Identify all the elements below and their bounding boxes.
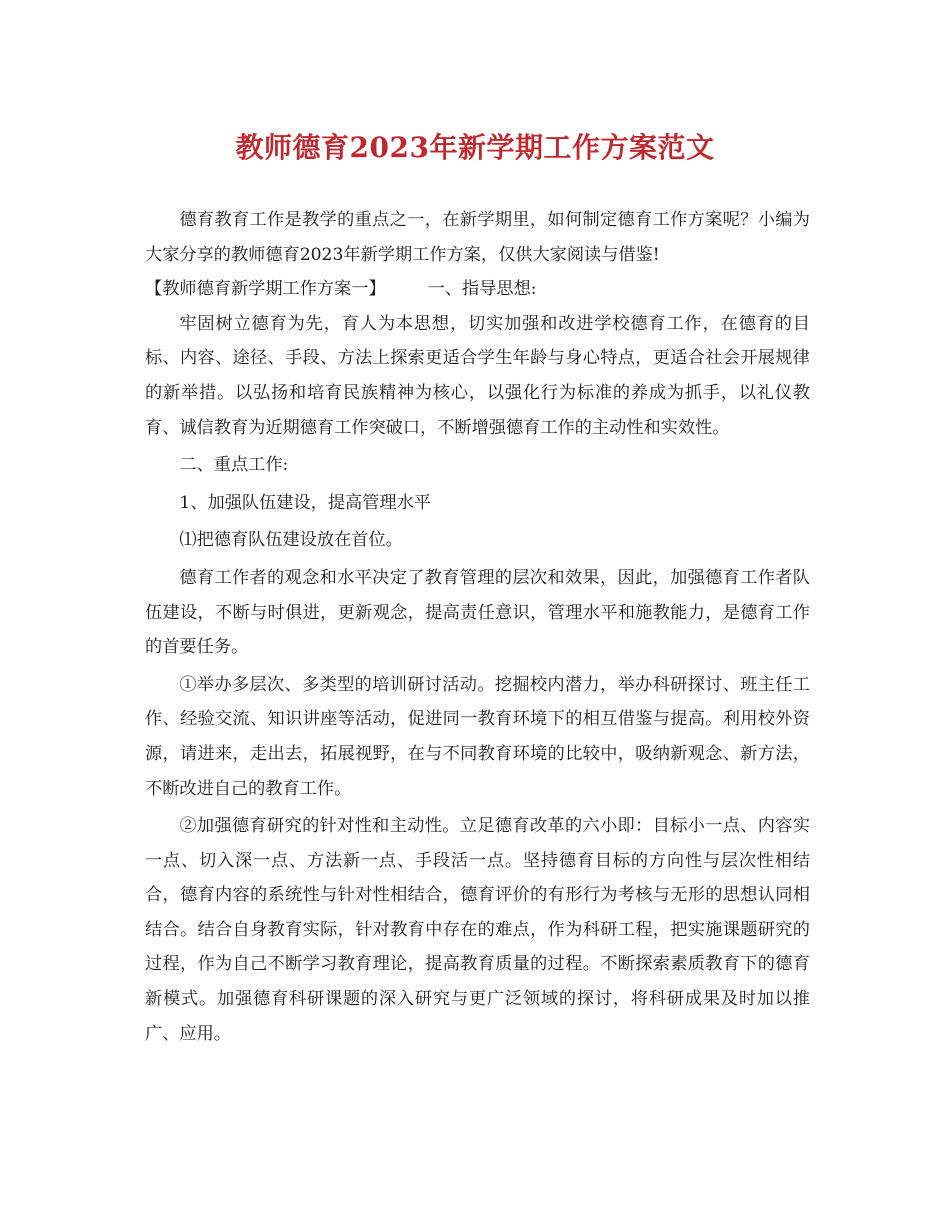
item1-heading: 1、加强队伍建设，提高管理水平 [179, 492, 431, 513]
point1-paragraph: ①举办多层次、多类型的培训研讨活动。挖掘校内潜力，举办科研探讨、班主任工作、经验交流、知识讲座等活动，促进同一教育环境下的相互借鉴与提高。利用校外资源，请进来，走出去，拓展视野，在与不同教育环境的比较中，吸纳新观念、新方法，不断改进自己的教育工作。 [145, 674, 810, 799]
section1-paragraph: 牢固树立德育为先，育人为本思想，切实加强和改进学校德育工作，在德育的目标、内容、途径、手段、方法上探索更适合学生年龄与身心特点，更适合社会开展规律的新举措。以弘扬和培育民族精神为核心，以强化行为标准的养成为抓手，以礼仪教育、诚信教育为近期德育工作突破口，不断增强德育工作的主动性和实效性。 [145, 313, 810, 438]
intro-paragraph: 德育教育工作是教学的重点之一，在新学期里，如何制定德育工作方案呢？小编为大家分享的教师德育2023年新学期工作方案，仅供大家阅读与借鉴! [145, 210, 810, 265]
section1-heading: 一、指导思想: [427, 279, 537, 300]
item1-paragraph: 德育工作者的观念和水平决定了教育管理的层次和效果，因此，加强德育工作者队伍建设，不断与时俱进，更新观念，提高责任意识，管理水平和施教能力，是德育工作的首要任务。 [145, 567, 810, 658]
plan-heading-line [145, 272, 810, 307]
item1-subheading: ⑴把德育队伍建设放在首位。 [179, 530, 403, 551]
document-body [145, 203, 810, 1051]
plan-heading: 【教师德育新学期工作方案一】 [145, 279, 386, 300]
document-title: 教师德育2023年新学期工作方案范文 [235, 131, 715, 164]
point2-paragraph: ②加强德育研究的针对性和主动性。立足德育改革的六小即：目标小一点、内容实一点、切入深一点、方法新一点、手段活一点。坚持德育目标的方向性与层次性相结合，德育内容的系统性与针对性相结合，德育评价的有形行为考核与无形的思想认同相结合。结合自身教育实际，针对教育中存在的难点，作为科研工程，把实施课题研究的过程，作为自己不断学习教育理论，提高教育质量的过程。不断探索素质教育下的德育新模式。加强德育科研课题的深入研究与更广泛领域的探讨，将科研成果及时加以推广、应用。 [145, 816, 810, 1044]
section2-heading: 二、重点工作: [179, 455, 289, 476]
